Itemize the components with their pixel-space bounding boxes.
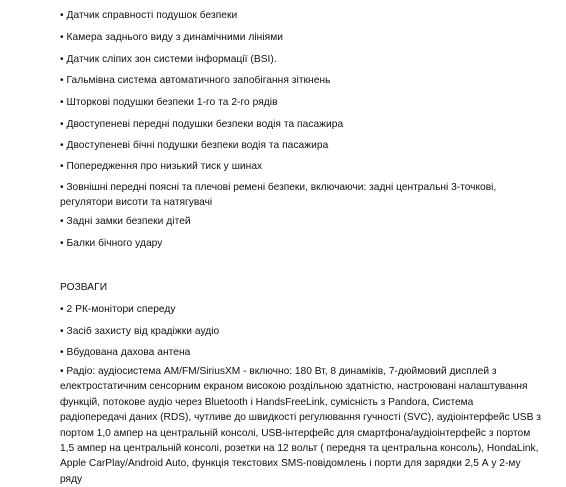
list-item-radio [60,364,541,487]
list-item: • Датчик сліпих зон системи інформації (BSI). [60,54,277,65]
text-line: • Радіо: аудіосистема AM/FM/SiriusXM - включно: 180 Вт, 8 динаміків, 7-дюймовий дисплей з [60,366,497,377]
list-item: • Попередження про низький тиск у шинах [60,161,263,172]
list-item: • Двоступеневі бічні подушки безпеки водія та пасажира [60,140,329,151]
text-line: ряду [60,473,83,485]
list-item: • Вбудована дахова антена [60,347,191,358]
list-item: • Датчик справності подушок безпеки [60,10,238,21]
list-item: • Задні замки безпеки дітей [60,216,191,227]
text-line: електростатичним сенсорним екраном високою роздільною здатністю, настроювані налаштування [60,381,528,393]
text-line: функцій, потокове аудіо через Bluetooth і HandsFreeLink, сумісність з Pandora, Система [60,396,474,408]
text-line: регулятори висоти та натягувачі [60,197,213,209]
list-item: • Засіб захисту від крадіжки аудіо [60,326,220,337]
list-item: • Балки бічного удару [60,238,163,249]
text-line: портом 1,0 ампер на центральній консолі, USB-інтерфейс для смартфона/аудіоінтерфейс з портом [60,427,531,439]
list-item: • Гальмівна система автоматичного запобігання зіткнень [60,75,331,86]
list-item: • Двоступеневі передні подушки безпеки водія та пасажира [60,119,344,130]
list-item: • 2 РК-монітори спереду [60,304,176,315]
text-line: 1,5 ампер на центральній консолі, розетки на 12 вольт ( передня та центральна консоль), HondaLink, [60,443,539,455]
text-line: • Зовнішні передні поясні та плечові ремені безпеки, включаючи: задні центральні 3-точкові, [60,182,497,193]
section-title: РОЗВАГИ [60,282,108,293]
list-item-belts [60,180,530,211]
text-line: радіопередачі даних (RDS), чутливе до швидкості регулювання гучності (SVC), аудіоінтерфейс USB з [60,412,541,424]
list-item: • Шторкові подушки безпеки 1-го та 2-го рядів [60,97,278,108]
text-line: Apple CarPlay/Android Auto, функція текстових SMS-повідомлень і порти для зарядки 2,5 А у 2-му [60,458,521,470]
list-item: • Камера заднього виду з динамічними лініями [60,32,284,43]
